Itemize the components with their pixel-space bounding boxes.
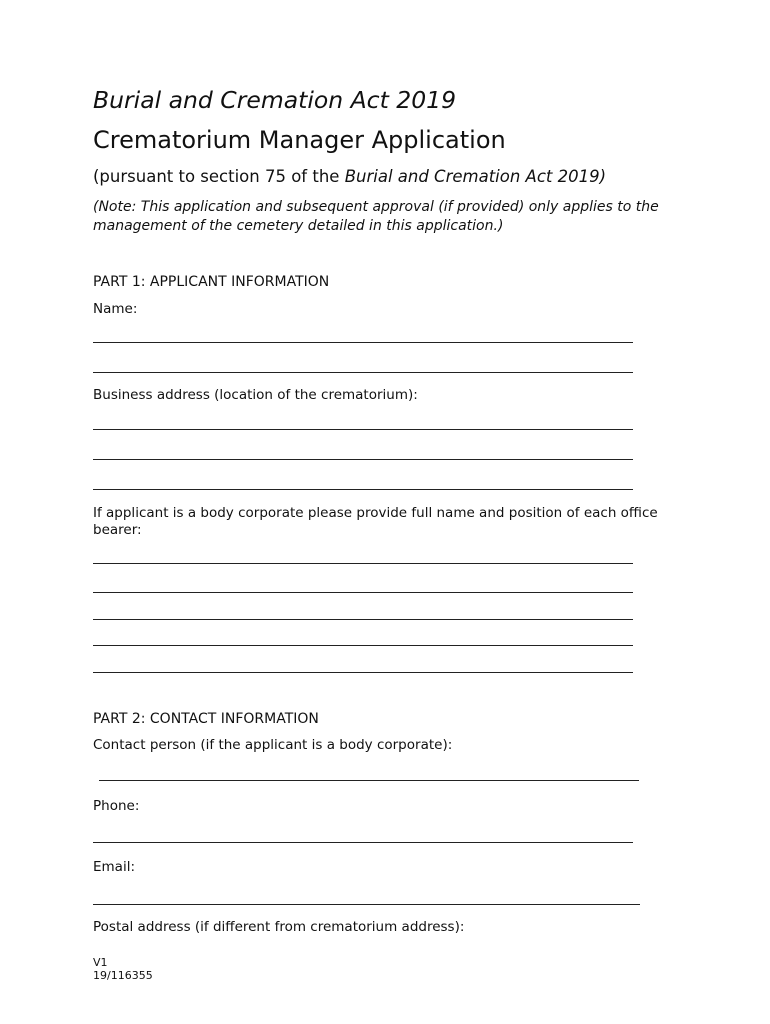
email-label: Email: [93,859,136,875]
reference-number: 19/116355 [93,969,153,982]
pursuant-prefix: (pursuant to section 75 of the [93,167,345,186]
pursuant-act: Burial and Cremation Act 2019) [344,167,607,186]
document-footer [93,956,153,982]
office-bearer-line-2[interactable] [93,592,633,593]
phone-line[interactable] [93,842,633,843]
version-label: V1 [93,956,108,969]
office-bearer-line-3[interactable] [93,619,633,620]
part1-heading: PART 1: APPLICANT INFORMATION [93,274,330,290]
office-bearer-line-4[interactable] [93,645,633,646]
form-title: Crematorium Manager Application [93,126,506,154]
business-address-line-2[interactable] [93,459,633,460]
contact-person-line[interactable] [99,780,639,781]
postal-address-label: Postal address (if different from crematorium address): [93,919,465,935]
phone-label: Phone: [93,798,140,814]
office-bearer-line-1[interactable] [93,563,633,564]
name-label: Name: [93,301,138,317]
part2-heading: PART 2: CONTACT INFORMATION [93,711,319,727]
business-address-line-1[interactable] [93,429,633,430]
name-line-2[interactable] [93,372,633,373]
office-bearer-line-5[interactable] [93,672,633,673]
name-line-1[interactable] [93,342,633,343]
application-note: (Note: This application and subsequent approval (if provided) only applies to the management of the cemetery detailed in this application.) [93,199,659,234]
business-address-label: Business address (location of the crematorium): [93,387,418,403]
email-line[interactable] [93,904,640,905]
pursuant-line [93,167,606,186]
act-title: Burial and Cremation Act 2019 [93,86,457,114]
contact-person-label: Contact person (if the applicant is a body corporate): [93,737,453,753]
business-address-line-3[interactable] [93,489,633,490]
body-corporate-label: If applicant is a body corporate please provide full name and position of each office bearer: [93,505,658,538]
